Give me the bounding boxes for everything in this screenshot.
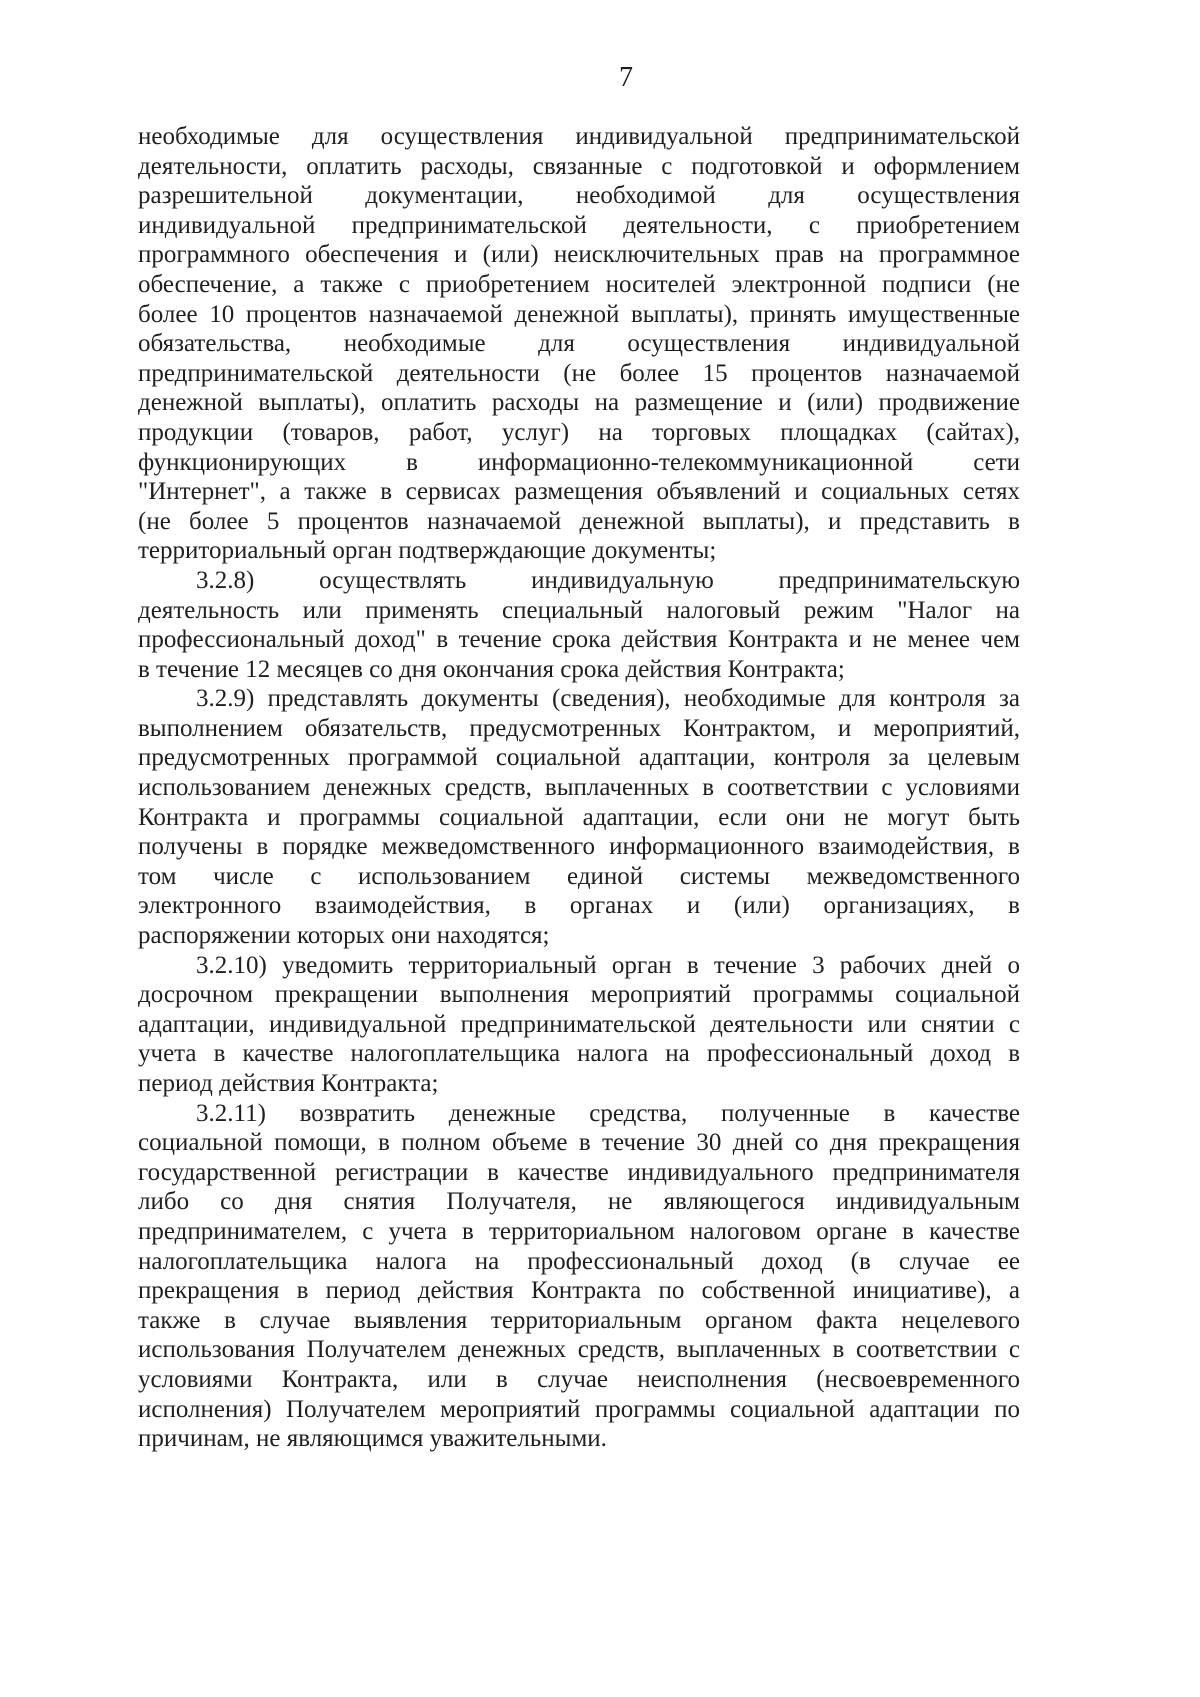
text-line: обязательства, необходимые для осуществления индивидуальной — [138, 330, 1020, 358]
text-line: программного обеспечения и (или) неисключительных прав на программное — [138, 241, 1020, 269]
text-line: разрешительной документации, необходимой для осуществления — [138, 182, 1020, 210]
text-line: предусмотренных программой социальной адаптации, контроля за целевым — [138, 744, 1020, 772]
body-text — [138, 122, 1020, 1454]
text-line: использования Получателем денежных средств, выплаченных в соответствии с — [138, 1336, 1020, 1364]
text-line: 3.2.8) осуществлять индивидуальную предпринимательскую — [196, 566, 1020, 594]
text-line: денежной выплаты), оплатить расходы на размещение и (или) продвижение — [138, 389, 1020, 417]
page-number: 7 — [619, 62, 633, 93]
text-line: налогоплательщика налога на профессиональный доход (в случае ее — [138, 1247, 1020, 1275]
text-line: распоряжении которых они находятся; — [138, 922, 550, 950]
text-line: в течение 12 месяцев со дня окончания срока действия Контракта; — [138, 655, 845, 683]
text-line: прекращения в период действия Контракта по собственной инициативе), а — [138, 1277, 1020, 1305]
text-line: индивидуальной предпринимательской деятельности, с приобретением — [138, 211, 1020, 239]
text-line: профессиональный доход" в течение срока действия Контракта и не менее чем — [138, 626, 1020, 654]
text-line: необходимые для осуществления индивидуальной предпринимательской — [138, 123, 1020, 150]
text-line: деятельности, оплатить расходы, связанные с подготовкой и оформлением — [138, 152, 1020, 180]
text-line: исполнения) Получателем мероприятий программы социальной адаптации по — [138, 1395, 1020, 1423]
text-line: том числе с использованием единой системы межведомственного — [138, 862, 1020, 890]
text-line: Контракта и программы социальной адаптации, если они не могут быть — [138, 803, 1020, 831]
text-line: территориальный орган подтверждающие документы; — [138, 537, 717, 565]
text-line: функционирующих в информационно-телекоммуникационной сети — [138, 448, 1020, 476]
text-line: условиями Контракта, или в случае неисполнения (несвоевременного — [138, 1365, 1020, 1393]
text-line: предпринимательской деятельности (не более 15 процентов назначаемой — [138, 359, 1020, 387]
text-line: досрочном прекращении выполнения мероприятий программы социальной — [138, 981, 1020, 1009]
text-line: (не более 5 процентов назначаемой денежной выплаты), и представить в — [138, 507, 1020, 535]
text-line: выполнением обязательств, предусмотренных Контрактом, и мероприятий, — [138, 714, 1020, 742]
text-line: государственной регистрации в качестве индивидуального предпринимателя — [138, 1158, 1020, 1186]
text-line: предпринимателем, с учета в территориальном налоговом органе в качестве — [138, 1217, 1020, 1245]
text-line: "Интернет", а также в сервисах размещения объявлений и социальных сетях — [138, 478, 1020, 506]
text-line: период действия Контракта; — [138, 1070, 439, 1097]
text-line: 3.2.9) представлять документы (сведения), необходимые для контроля за — [196, 685, 1020, 713]
text-line: причинам, не являющимся уважительными. — [138, 1425, 607, 1453]
text-line: обеспечение, а также с приобретением носителей электронной подписи (не — [138, 270, 1020, 298]
text-line: использованием денежных средств, выплаченных в соответствии с условиями — [138, 774, 1020, 802]
text-line: продукции (товаров, работ, услуг) на торговых площадках (сайтах), — [138, 418, 1020, 446]
text-line: 3.2.10) уведомить территориальный орган в течение 3 рабочих дней о — [196, 951, 1020, 979]
text-line: также в случае выявления территориальным органом факта нецелевого — [138, 1306, 1020, 1334]
text-line: социальной помощи, в полном объеме в течение 30 дней со дня прекращения — [138, 1129, 1020, 1157]
text-line: деятельность или применять специальный налоговый режим "Налог на — [138, 596, 1020, 624]
text-line: либо со дня снятия Получателя, не являющегося индивидуальным — [138, 1188, 1020, 1216]
text-line: более 10 процентов назначаемой денежной выплаты), принять имущественные — [138, 300, 1020, 328]
text-line: 3.2.11) возвратить денежные средства, полученные в качестве — [196, 1099, 1020, 1127]
text-line: электронного взаимодействия, в органах и (или) организациях, в — [138, 892, 1020, 920]
text-line: учета в качестве налогоплательщика налога на профессиональный доход в — [138, 1040, 1020, 1068]
text-line: адаптации, индивидуальной предпринимательской деятельности или снятии с — [138, 1010, 1020, 1038]
text-line: получены в порядке межведомственного информационного взаимодействия, в — [138, 833, 1020, 861]
